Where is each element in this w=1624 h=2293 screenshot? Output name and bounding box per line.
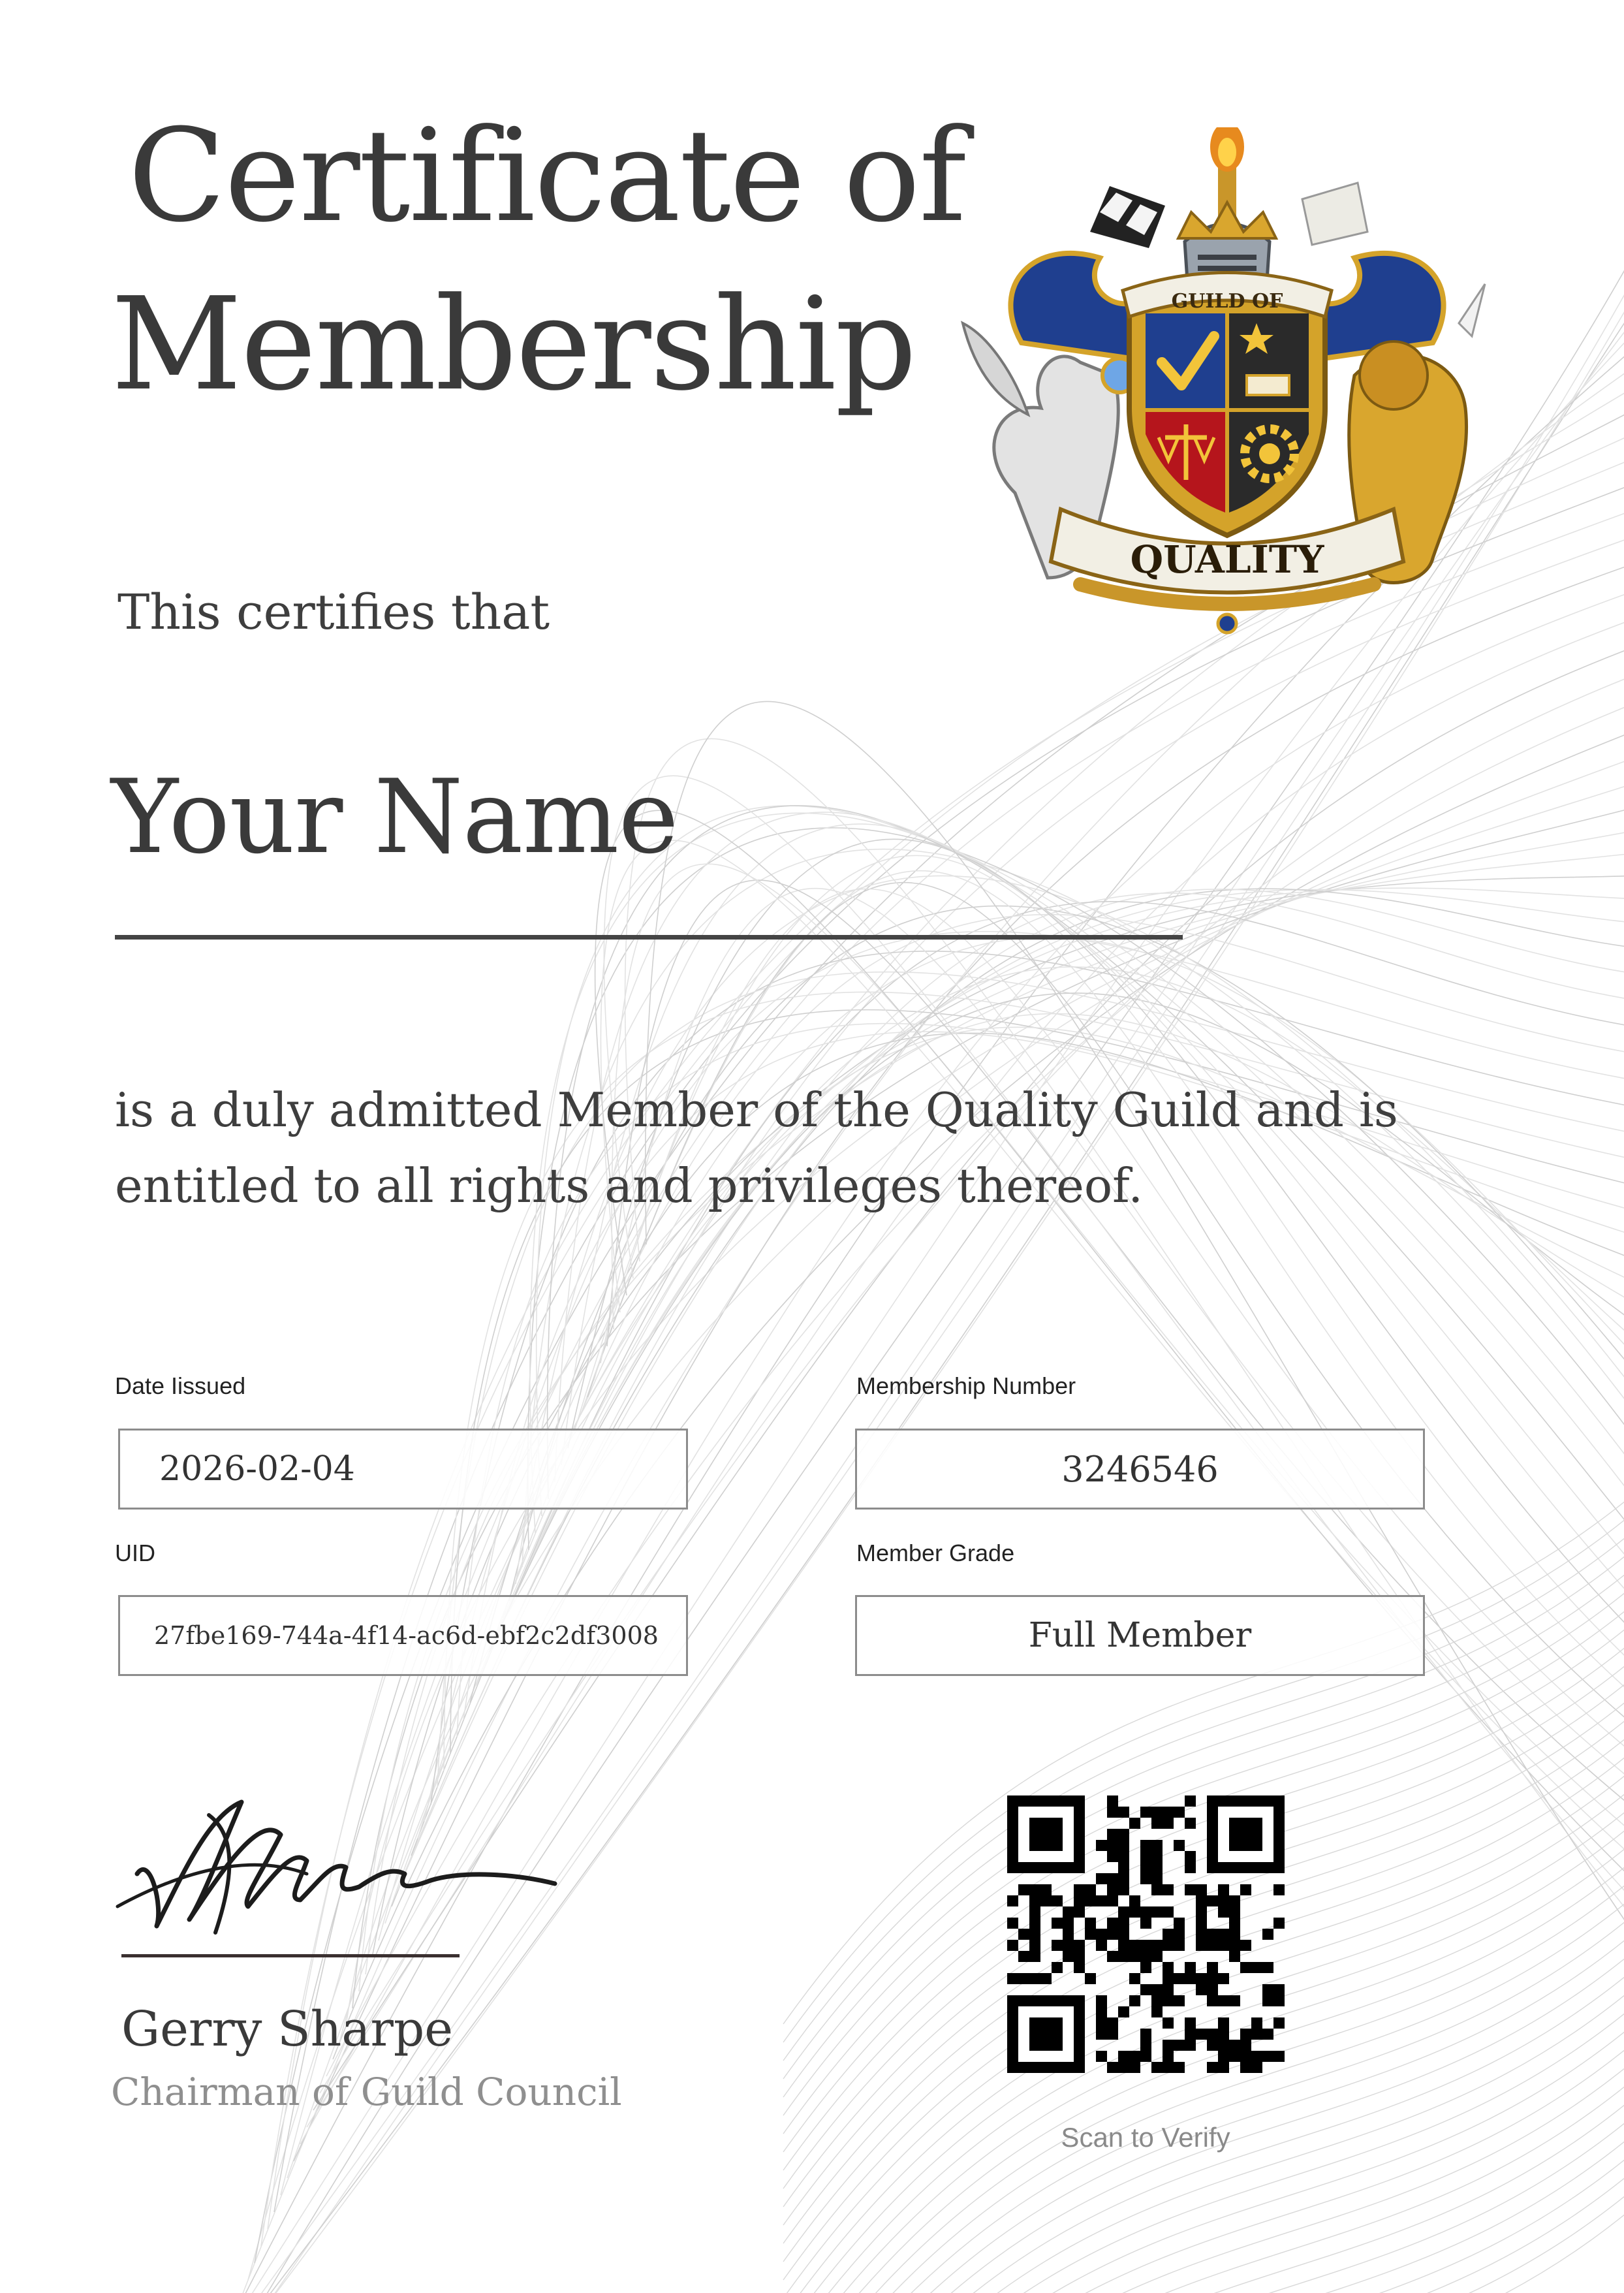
qr-module xyxy=(1218,1995,1229,2006)
qr-module xyxy=(1151,1951,1163,1962)
qr-module xyxy=(1151,1818,1163,1829)
qr-module xyxy=(1052,1895,1063,1906)
qr-module xyxy=(1163,1962,1174,1973)
qr-module xyxy=(1196,1895,1207,1906)
qr-module xyxy=(1207,2040,1218,2051)
qr-module xyxy=(1251,2029,1262,2040)
qr-module xyxy=(1118,1840,1129,1851)
qr-module xyxy=(1118,1929,1129,1940)
qr-module xyxy=(1273,1918,1285,1929)
qr-module xyxy=(1118,2051,1129,2062)
qr-module xyxy=(1185,1962,1196,1973)
qr-module xyxy=(1207,1895,1218,1906)
qr-module xyxy=(1229,1906,1240,1918)
qr-module xyxy=(1107,1951,1118,1962)
qr-module xyxy=(1251,2017,1262,2029)
qr-module xyxy=(1040,1895,1052,1906)
qr-module xyxy=(1185,1818,1196,1829)
qr-module xyxy=(1007,1940,1018,1951)
qr-module xyxy=(1096,2051,1107,2062)
qr-module xyxy=(1218,1895,1229,1906)
qr-module xyxy=(1196,1884,1207,1895)
qr-module xyxy=(1240,1962,1251,1973)
qr-module xyxy=(1118,1951,1129,1962)
qr-module xyxy=(1240,1940,1251,1951)
qr-module xyxy=(1207,1995,1218,2006)
date-issued-field: 2026-02-04 xyxy=(118,1429,688,1510)
qr-module xyxy=(1262,2051,1273,2062)
qr-module xyxy=(1074,1940,1085,1951)
qr-module xyxy=(1107,1795,1118,1807)
qr-module xyxy=(1229,1895,1240,1906)
qr-module xyxy=(1262,2029,1273,2040)
qr-module xyxy=(1140,1873,1151,1884)
qr-module xyxy=(1118,2006,1129,2017)
qr-module xyxy=(1096,1873,1107,1884)
qr-module xyxy=(1229,1995,1240,2006)
uid-label: UID xyxy=(115,1540,155,1566)
qr-module xyxy=(1118,1906,1129,1918)
qr-module xyxy=(1140,1918,1151,1929)
qr-module xyxy=(1074,1906,1085,1918)
qr-module xyxy=(1029,1929,1040,1940)
certificate-title-line-2: Membership xyxy=(111,270,916,419)
qr-module xyxy=(1074,1951,1085,1962)
qr-module xyxy=(1207,1984,1218,1995)
qr-module xyxy=(1052,1962,1063,1973)
qr-module xyxy=(1118,1940,1129,1951)
qr-module xyxy=(1052,1940,1063,1951)
qr-module xyxy=(1029,1818,1063,1851)
certificate-title-line-1: Certificate of xyxy=(128,102,965,251)
qr-module xyxy=(1007,1895,1018,1906)
qr-module xyxy=(1118,1884,1129,1895)
qr-module xyxy=(1262,1962,1273,1973)
qr-module xyxy=(1085,1918,1096,1929)
guilloche-line xyxy=(385,889,1624,1923)
qr-module xyxy=(1185,1795,1196,1807)
qr-module xyxy=(1240,2051,1251,2062)
qr-module xyxy=(1129,1940,1140,1951)
qr-module xyxy=(1129,1951,1140,1962)
qr-module xyxy=(1040,1884,1052,1895)
qr-module xyxy=(1163,1884,1174,1895)
qr-module xyxy=(1251,2051,1262,2062)
qr-module xyxy=(1218,1973,1229,1984)
qr-module xyxy=(1174,1918,1185,1929)
qr-module xyxy=(1140,2051,1151,2062)
qr-module xyxy=(1207,1962,1218,1973)
qr-module xyxy=(1096,1929,1107,1940)
qr-module xyxy=(1151,1840,1163,1851)
qr-module xyxy=(1118,1862,1129,1873)
qr-module xyxy=(1151,2062,1163,2073)
membership-number-field: 3246546 xyxy=(855,1429,1425,1510)
qr-module xyxy=(1185,1884,1196,1895)
qr-module xyxy=(1018,1929,1029,1940)
qr-module xyxy=(1118,1807,1129,1818)
qr-module xyxy=(1163,1940,1174,1951)
qr-module xyxy=(1085,1884,1096,1895)
guilloche-line xyxy=(612,864,1624,1886)
qr-module xyxy=(1240,2040,1251,2051)
qr-module xyxy=(1174,2040,1185,2051)
qr-module xyxy=(1085,1973,1096,1984)
qr-module xyxy=(1174,1940,1185,1951)
qr-module xyxy=(1251,1962,1262,1973)
qr-module xyxy=(1107,2062,1118,2073)
qr-module xyxy=(1185,2040,1196,2051)
signature-icon xyxy=(111,1776,568,1946)
qr-module xyxy=(1229,1929,1240,1940)
qr-module xyxy=(1096,2006,1107,2017)
qr-module xyxy=(1174,1807,1185,1818)
qr-module xyxy=(1140,2029,1151,2040)
qr-module xyxy=(1218,2062,1229,2073)
qr-module xyxy=(1185,2017,1196,2029)
qr-module xyxy=(1196,1929,1207,1940)
qr-module xyxy=(1140,1951,1151,1962)
qr-module xyxy=(1273,2017,1285,2029)
qr-module xyxy=(1185,1851,1196,1862)
qr-module xyxy=(1174,2062,1185,2073)
certifies-that-text: This certifies that xyxy=(117,584,550,640)
qr-module xyxy=(1151,1995,1163,2006)
qr-module xyxy=(1140,1807,1151,1818)
qr-module xyxy=(1262,1995,1273,2006)
scan-to-verify-caption: Scan to Verify xyxy=(1061,2122,1230,2153)
crest-top-banner-text: GUILD OF xyxy=(1171,290,1283,313)
recipient-name: Your Name xyxy=(111,757,678,876)
member-grade-label: Member Grade xyxy=(856,1540,1015,1566)
qr-module xyxy=(1163,2051,1174,2062)
qr-module xyxy=(1029,1884,1040,1895)
qr-module xyxy=(1218,2029,1229,2040)
qr-module xyxy=(1207,2029,1218,2040)
qr-module xyxy=(1107,1829,1118,1840)
signatory-title: Chairman of Guild Council xyxy=(111,2070,622,2114)
qr-module xyxy=(1185,2029,1196,2040)
qr-module xyxy=(1063,1918,1074,1929)
qr-module xyxy=(1118,2062,1129,2073)
qr-module xyxy=(1140,1862,1151,1873)
qr-module xyxy=(1196,1918,1207,1929)
qr-module xyxy=(1229,1918,1240,1929)
qr-module xyxy=(1118,1829,1129,1840)
qr-module xyxy=(1140,1962,1151,1973)
qr-module xyxy=(1163,1807,1174,1818)
qr-module xyxy=(1196,1984,1207,1995)
membership-number-label: Membership Number xyxy=(856,1372,1076,1399)
qr-module xyxy=(1262,1929,1273,1940)
signature-line xyxy=(121,1954,460,1957)
member-grade-field: Full Member xyxy=(855,1595,1425,1676)
qr-module xyxy=(1273,1995,1285,2006)
qr-module xyxy=(1129,2051,1140,2062)
qr-module xyxy=(1129,1818,1140,1829)
qr-module xyxy=(1163,1984,1174,1995)
qr-module xyxy=(1185,1862,1196,1873)
qr-module xyxy=(1163,1995,1174,2006)
qr-module xyxy=(1063,1906,1074,1918)
qr-module xyxy=(1218,1884,1229,1895)
qr-module xyxy=(1074,1884,1085,1895)
qr-module xyxy=(1229,1940,1240,1951)
qr-module xyxy=(1096,1840,1107,1851)
qr-module xyxy=(1151,1884,1163,1895)
qr-module xyxy=(1074,1895,1085,1906)
qr-module xyxy=(1174,1973,1185,1984)
qr-module xyxy=(1029,1895,1040,1906)
qr-module xyxy=(1163,1818,1174,1829)
qr-module xyxy=(1040,1973,1052,1984)
qr-module xyxy=(1085,1929,1096,1940)
qr-module xyxy=(1151,1906,1163,1918)
qr-module xyxy=(1218,1940,1229,1951)
qr-module xyxy=(1207,1940,1218,1951)
signatory-name: Gerry Sharpe xyxy=(121,2001,453,2057)
qr-module xyxy=(1018,1951,1029,1962)
qr-module xyxy=(1118,1873,1129,1884)
qr-module xyxy=(1107,1873,1118,1884)
qr-module xyxy=(1140,1851,1151,1862)
qr-module xyxy=(1107,2029,1118,2040)
guilloche-line xyxy=(783,2131,1624,2293)
qr-module xyxy=(1140,1940,1151,1951)
qr-module xyxy=(1107,1840,1118,1851)
qr-module xyxy=(1163,1929,1174,1940)
qr-module xyxy=(1163,1906,1174,1918)
qr-module xyxy=(1096,1895,1107,1906)
qr-module xyxy=(1218,2040,1229,2051)
qr-module xyxy=(1129,1995,1140,2006)
qr-module xyxy=(1273,2051,1285,2062)
qr-module xyxy=(1107,1918,1118,1929)
qr-module xyxy=(1107,1807,1118,1818)
crest-bottom-banner-text: QUALITY xyxy=(1130,537,1324,582)
qr-module xyxy=(1163,1973,1174,1984)
qr-module xyxy=(1174,1995,1185,2006)
membership-statement: is a duly admitted Member of the Quality Guild and is entitled to all rights and privileges thereof. xyxy=(115,1083,1398,1213)
qr-module xyxy=(1196,1973,1207,1984)
qr-module xyxy=(1151,1940,1163,1951)
qr-module xyxy=(1029,1940,1040,1951)
qr-module xyxy=(1118,1918,1129,1929)
qr-module xyxy=(1151,2006,1163,2017)
guilloche-line xyxy=(274,460,1624,2212)
qr-module xyxy=(1140,1906,1151,1918)
qr-module xyxy=(1218,2017,1229,2029)
qr-module xyxy=(1207,1929,1218,1940)
qr-module xyxy=(1029,1973,1040,1984)
qr-module xyxy=(1018,1884,1029,1895)
qr-module xyxy=(1218,2051,1229,2062)
qr-module xyxy=(1129,2062,1140,2073)
qr-module xyxy=(1151,1807,1163,1818)
qr-module xyxy=(1163,2040,1174,2051)
qr-module xyxy=(1063,1940,1074,1951)
qr-module xyxy=(1240,1884,1251,1895)
guilloche-line xyxy=(574,855,1624,1721)
qr-module xyxy=(1140,2040,1151,2051)
qr-module xyxy=(1262,1984,1273,1995)
qr-module xyxy=(1107,1929,1118,1940)
qr-module xyxy=(1185,1973,1196,1984)
qr-module xyxy=(1063,1951,1074,1962)
name-underline xyxy=(115,935,1183,940)
qr-module xyxy=(1207,2062,1218,2073)
qr-module xyxy=(1174,1840,1185,1851)
qr-module xyxy=(1229,1951,1240,1962)
qr-module xyxy=(1207,1973,1218,1984)
qr-module xyxy=(1151,1851,1163,1862)
qr-module xyxy=(1218,1929,1229,1940)
qr-module xyxy=(1074,1962,1085,1973)
qr-module xyxy=(1129,1895,1140,1906)
qr-module xyxy=(1018,1973,1029,1984)
qr-module xyxy=(1107,1884,1118,1895)
qr-module xyxy=(1129,1973,1140,1984)
qr-module xyxy=(1196,2029,1207,2040)
qr-module xyxy=(1096,1940,1107,1951)
qr-module xyxy=(1096,1995,1107,2006)
qr-module xyxy=(1174,1929,1185,1940)
guilloche-line xyxy=(595,810,1624,1940)
qr-module xyxy=(1029,1918,1040,1929)
qr-module xyxy=(1129,1906,1140,1918)
qr-module xyxy=(1029,2017,1063,2051)
guilloche-line xyxy=(268,432,1624,2229)
qr-module xyxy=(1151,1873,1163,1884)
date-issued-label: Date Iissued xyxy=(115,1372,246,1399)
qr-module xyxy=(1007,1973,1018,1984)
qr-module xyxy=(1052,1918,1063,1929)
qr-module xyxy=(1273,1884,1285,1895)
qr-module xyxy=(1196,1940,1207,1951)
qr-module xyxy=(1229,2051,1240,2062)
qr-module xyxy=(1163,2062,1174,2073)
qr-module xyxy=(1218,1906,1229,1918)
qr-module xyxy=(1096,2017,1107,2029)
qr-module xyxy=(1240,2029,1251,2040)
qr-module xyxy=(1029,1906,1040,1918)
qr-module xyxy=(1118,1851,1129,1862)
qr-module xyxy=(1251,2062,1262,2073)
guilloche-line xyxy=(255,377,1624,2263)
qr-module xyxy=(1107,1895,1118,1906)
qr-module xyxy=(1151,1984,1163,1995)
qr-module xyxy=(1107,1851,1118,1862)
qr-module xyxy=(1140,1840,1151,1851)
qr-module xyxy=(1063,1929,1074,1940)
qr-module xyxy=(1229,1818,1262,1851)
qr-module xyxy=(1085,1895,1096,1906)
qr-module xyxy=(1163,2017,1174,2029)
qr-module xyxy=(1107,2017,1118,2029)
qr-module xyxy=(1240,2062,1251,2073)
qr-module xyxy=(1273,1984,1285,1995)
qr-code-icon[interactable] xyxy=(1007,1795,1285,2073)
qr-module xyxy=(1196,1906,1207,1918)
qr-module xyxy=(1007,1918,1018,1929)
qr-module xyxy=(1229,2040,1240,2051)
uid-field: 27fbe169-744a-4f14-ac6d-ebf2c2df3008 xyxy=(118,1595,688,1676)
qr-module xyxy=(1140,1984,1151,1995)
qr-module xyxy=(1029,1951,1040,1962)
qr-module xyxy=(1096,2029,1107,2040)
guild-crest-icon xyxy=(950,127,1505,656)
qr-module xyxy=(1151,1862,1163,1873)
